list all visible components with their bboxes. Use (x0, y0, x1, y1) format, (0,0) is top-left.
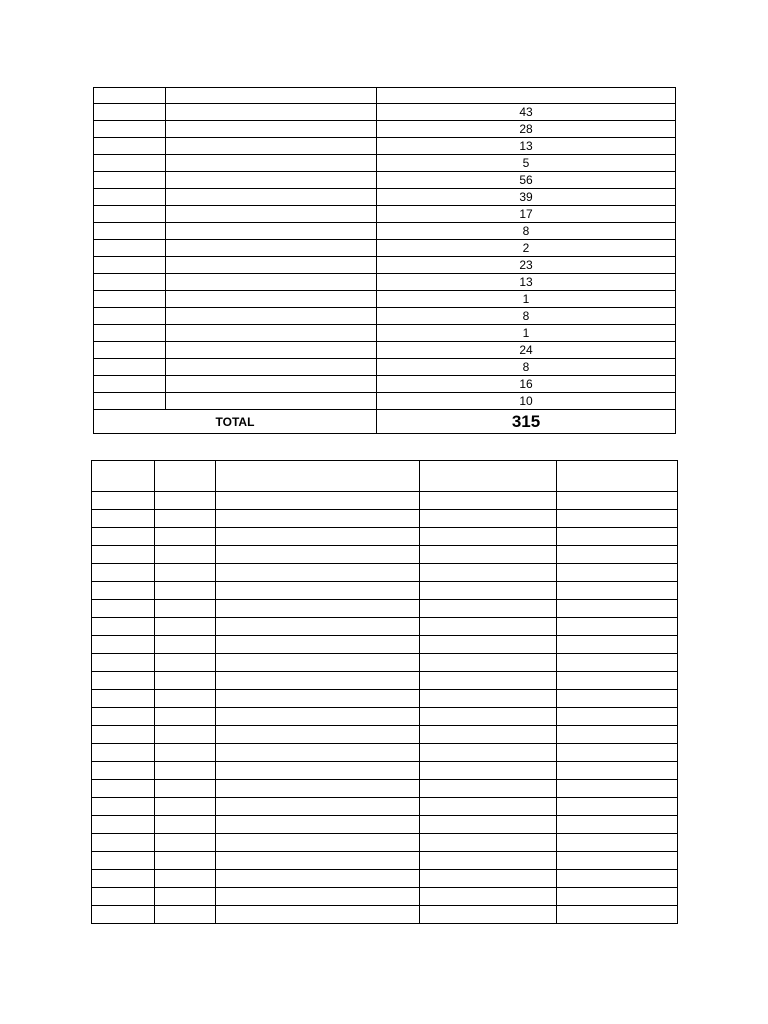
detail-empty-cell (216, 870, 420, 888)
summary-value-cell: 1 (377, 291, 676, 308)
detail-empty-cell (420, 654, 557, 672)
detail-empty-cell (557, 708, 678, 726)
detail-empty-cell (216, 906, 420, 924)
summary-row (94, 206, 676, 223)
detail-empty-cell (155, 600, 216, 618)
detail-row (92, 906, 678, 924)
detail-empty-cell (557, 744, 678, 762)
total-value: 315 (377, 410, 676, 434)
summary-empty-cell (166, 274, 377, 291)
detail-empty-cell (216, 834, 420, 852)
detail-empty-cell (420, 870, 557, 888)
detail-empty-cell (420, 528, 557, 546)
detail-empty-cell (557, 492, 678, 510)
summary-row (94, 342, 676, 359)
detail-empty-cell (155, 690, 216, 708)
detail-empty-cell (557, 528, 678, 546)
detail-header-cell (420, 461, 557, 492)
detail-empty-cell (420, 546, 557, 564)
summary-empty-cell (94, 342, 166, 359)
detail-empty-cell (216, 654, 420, 672)
detail-empty-cell (216, 672, 420, 690)
detail-empty-cell (420, 510, 557, 528)
detail-table (91, 460, 678, 924)
detail-empty-cell (92, 852, 155, 870)
summary-empty-cell (166, 121, 377, 138)
detail-empty-cell (216, 528, 420, 546)
detail-empty-cell (420, 690, 557, 708)
detail-empty-cell (420, 780, 557, 798)
detail-empty-cell (216, 780, 420, 798)
detail-empty-cell (155, 798, 216, 816)
summary-value-cell: 10 (377, 393, 676, 410)
detail-empty-cell (155, 654, 216, 672)
detail-empty-cell (155, 870, 216, 888)
detail-empty-cell (216, 636, 420, 654)
detail-empty-cell (92, 708, 155, 726)
detail-empty-cell (155, 888, 216, 906)
detail-empty-cell (92, 762, 155, 780)
detail-empty-cell (557, 798, 678, 816)
detail-row (92, 690, 678, 708)
summary-value-cell: 17 (377, 206, 676, 223)
detail-empty-cell (557, 510, 678, 528)
summary-row (94, 155, 676, 172)
summary-value-cell: 8 (377, 359, 676, 376)
detail-empty-cell (557, 618, 678, 636)
detail-empty-cell (92, 726, 155, 744)
detail-row (92, 708, 678, 726)
summary-value-cell: 56 (377, 172, 676, 189)
summary-empty-cell (166, 206, 377, 223)
detail-empty-cell (420, 708, 557, 726)
detail-empty-cell (420, 888, 557, 906)
detail-empty-cell (155, 762, 216, 780)
summary-row (94, 138, 676, 155)
summary-value-cell: 2 (377, 240, 676, 257)
detail-empty-cell (557, 672, 678, 690)
summary-empty-cell (94, 155, 166, 172)
detail-empty-cell (92, 816, 155, 834)
detail-empty-cell (92, 564, 155, 582)
detail-empty-cell (155, 906, 216, 924)
detail-row (92, 834, 678, 852)
detail-empty-cell (155, 564, 216, 582)
summary-row (94, 223, 676, 240)
detail-empty-cell (216, 708, 420, 726)
detail-empty-cell (92, 906, 155, 924)
detail-empty-cell (216, 744, 420, 762)
detail-empty-cell (92, 870, 155, 888)
detail-empty-cell (155, 492, 216, 510)
summary-row (94, 274, 676, 291)
detail-empty-cell (155, 672, 216, 690)
detail-empty-cell (420, 618, 557, 636)
detail-header-cell (155, 461, 216, 492)
detail-empty-cell (216, 798, 420, 816)
summary-empty-cell (166, 240, 377, 257)
detail-empty-cell (557, 654, 678, 672)
summary-header-cell (166, 88, 377, 104)
summary-row (94, 172, 676, 189)
total-label: TOTAL (94, 410, 377, 434)
detail-empty-cell (557, 816, 678, 834)
summary-value-cell: 43 (377, 104, 676, 121)
detail-empty-cell (420, 672, 557, 690)
detail-row (92, 798, 678, 816)
summary-row (94, 189, 676, 206)
detail-empty-cell (92, 528, 155, 546)
detail-row (92, 546, 678, 564)
detail-row (92, 528, 678, 546)
detail-empty-cell (557, 906, 678, 924)
summary-empty-cell (166, 104, 377, 121)
detail-empty-cell (420, 906, 557, 924)
detail-row (92, 888, 678, 906)
detail-row (92, 870, 678, 888)
detail-empty-cell (557, 870, 678, 888)
summary-empty-cell (166, 291, 377, 308)
detail-empty-cell (420, 816, 557, 834)
detail-empty-cell (155, 834, 216, 852)
detail-empty-cell (92, 798, 155, 816)
detail-empty-cell (216, 726, 420, 744)
detail-row (92, 564, 678, 582)
detail-empty-cell (92, 546, 155, 564)
summary-row (94, 257, 676, 274)
summary-value-cell: 8 (377, 308, 676, 325)
detail-empty-cell (420, 492, 557, 510)
detail-empty-cell (155, 546, 216, 564)
detail-empty-cell (155, 528, 216, 546)
summary-table-body (94, 88, 676, 434)
detail-empty-cell (420, 744, 557, 762)
detail-empty-cell (557, 582, 678, 600)
detail-empty-cell (557, 690, 678, 708)
detail-empty-cell (216, 564, 420, 582)
detail-empty-cell (216, 690, 420, 708)
detail-empty-cell (92, 654, 155, 672)
detail-header-row (92, 461, 678, 492)
detail-empty-cell (92, 636, 155, 654)
summary-value-cell: 39 (377, 189, 676, 206)
summary-empty-cell (166, 257, 377, 274)
detail-empty-cell (216, 582, 420, 600)
detail-empty-cell (557, 762, 678, 780)
detail-row (92, 654, 678, 672)
detail-empty-cell (155, 816, 216, 834)
summary-empty-cell (94, 206, 166, 223)
summary-empty-cell (166, 342, 377, 359)
detail-row (92, 582, 678, 600)
detail-empty-cell (420, 798, 557, 816)
detail-empty-cell (92, 888, 155, 906)
detail-empty-cell (92, 744, 155, 762)
detail-row (92, 726, 678, 744)
detail-empty-cell (420, 582, 557, 600)
summary-empty-cell (94, 325, 166, 342)
summary-value-cell: 23 (377, 257, 676, 274)
summary-empty-cell (166, 359, 377, 376)
detail-row (92, 816, 678, 834)
summary-value-cell: 24 (377, 342, 676, 359)
detail-empty-cell (155, 780, 216, 798)
detail-row (92, 600, 678, 618)
summary-total-row (94, 410, 676, 434)
summary-header-cell (377, 88, 676, 104)
detail-row (92, 744, 678, 762)
detail-row (92, 780, 678, 798)
detail-empty-cell (92, 690, 155, 708)
summary-row (94, 104, 676, 121)
summary-empty-cell (166, 393, 377, 410)
summary-empty-cell (166, 155, 377, 172)
detail-empty-cell (557, 852, 678, 870)
detail-row (92, 636, 678, 654)
detail-empty-cell (216, 618, 420, 636)
detail-header-cell (92, 461, 155, 492)
detail-empty-cell (92, 834, 155, 852)
summary-header-cell (94, 88, 166, 104)
detail-empty-cell (92, 492, 155, 510)
summary-row (94, 376, 676, 393)
summary-empty-cell (166, 325, 377, 342)
summary-row (94, 121, 676, 138)
summary-empty-cell (94, 257, 166, 274)
detail-table-body (92, 461, 678, 924)
detail-empty-cell (216, 600, 420, 618)
summary-header-row (94, 88, 676, 104)
summary-row (94, 393, 676, 410)
detail-empty-cell (92, 780, 155, 798)
detail-header-cell (557, 461, 678, 492)
summary-row (94, 359, 676, 376)
detail-row (92, 510, 678, 528)
summary-empty-cell (166, 189, 377, 206)
detail-row (92, 852, 678, 870)
detail-empty-cell (420, 852, 557, 870)
detail-empty-cell (155, 726, 216, 744)
summary-empty-cell (166, 376, 377, 393)
detail-empty-cell (557, 636, 678, 654)
summary-value-cell: 16 (377, 376, 676, 393)
summary-empty-cell (94, 104, 166, 121)
detail-empty-cell (92, 510, 155, 528)
summary-empty-cell (94, 308, 166, 325)
summary-empty-cell (94, 189, 166, 206)
detail-empty-cell (420, 834, 557, 852)
detail-row (92, 492, 678, 510)
summary-empty-cell (94, 240, 166, 257)
summary-empty-cell (166, 172, 377, 189)
summary-value-cell: 8 (377, 223, 676, 240)
summary-value-cell: 5 (377, 155, 676, 172)
detail-empty-cell (155, 582, 216, 600)
summary-empty-cell (166, 138, 377, 155)
summary-empty-cell (94, 376, 166, 393)
detail-empty-cell (557, 834, 678, 852)
summary-row (94, 240, 676, 257)
detail-header-cell (216, 461, 420, 492)
detail-empty-cell (557, 600, 678, 618)
detail-empty-cell (92, 618, 155, 636)
detail-empty-cell (92, 672, 155, 690)
detail-empty-cell (216, 510, 420, 528)
summary-value-cell: 1 (377, 325, 676, 342)
summary-row (94, 308, 676, 325)
detail-empty-cell (216, 492, 420, 510)
detail-empty-cell (557, 564, 678, 582)
detail-row (92, 762, 678, 780)
detail-empty-cell (420, 636, 557, 654)
summary-empty-cell (94, 291, 166, 308)
detail-empty-cell (92, 582, 155, 600)
detail-empty-cell (216, 816, 420, 834)
detail-empty-cell (155, 636, 216, 654)
summary-value-cell: 13 (377, 138, 676, 155)
detail-empty-cell (216, 762, 420, 780)
detail-empty-cell (557, 888, 678, 906)
summary-empty-cell (94, 121, 166, 138)
detail-empty-cell (92, 600, 155, 618)
detail-empty-cell (155, 618, 216, 636)
detail-empty-cell (557, 546, 678, 564)
detail-empty-cell (155, 852, 216, 870)
detail-empty-cell (420, 726, 557, 744)
summary-value-cell: 13 (377, 274, 676, 291)
detail-row (92, 618, 678, 636)
detail-empty-cell (216, 852, 420, 870)
detail-empty-cell (420, 600, 557, 618)
detail-row (92, 672, 678, 690)
detail-empty-cell (420, 762, 557, 780)
detail-empty-cell (216, 546, 420, 564)
summary-value-cell: 28 (377, 121, 676, 138)
summary-empty-cell (94, 138, 166, 155)
summary-empty-cell (94, 359, 166, 376)
summary-row (94, 291, 676, 308)
detail-empty-cell (557, 726, 678, 744)
detail-empty-cell (155, 744, 216, 762)
detail-empty-cell (557, 780, 678, 798)
summary-empty-cell (166, 223, 377, 240)
summary-empty-cell (94, 223, 166, 240)
summary-table (93, 87, 676, 434)
summary-row (94, 325, 676, 342)
detail-empty-cell (420, 564, 557, 582)
detail-empty-cell (216, 888, 420, 906)
summary-empty-cell (94, 172, 166, 189)
detail-empty-cell (155, 510, 216, 528)
summary-empty-cell (94, 393, 166, 410)
detail-empty-cell (155, 708, 216, 726)
summary-empty-cell (94, 274, 166, 291)
summary-empty-cell (166, 308, 377, 325)
